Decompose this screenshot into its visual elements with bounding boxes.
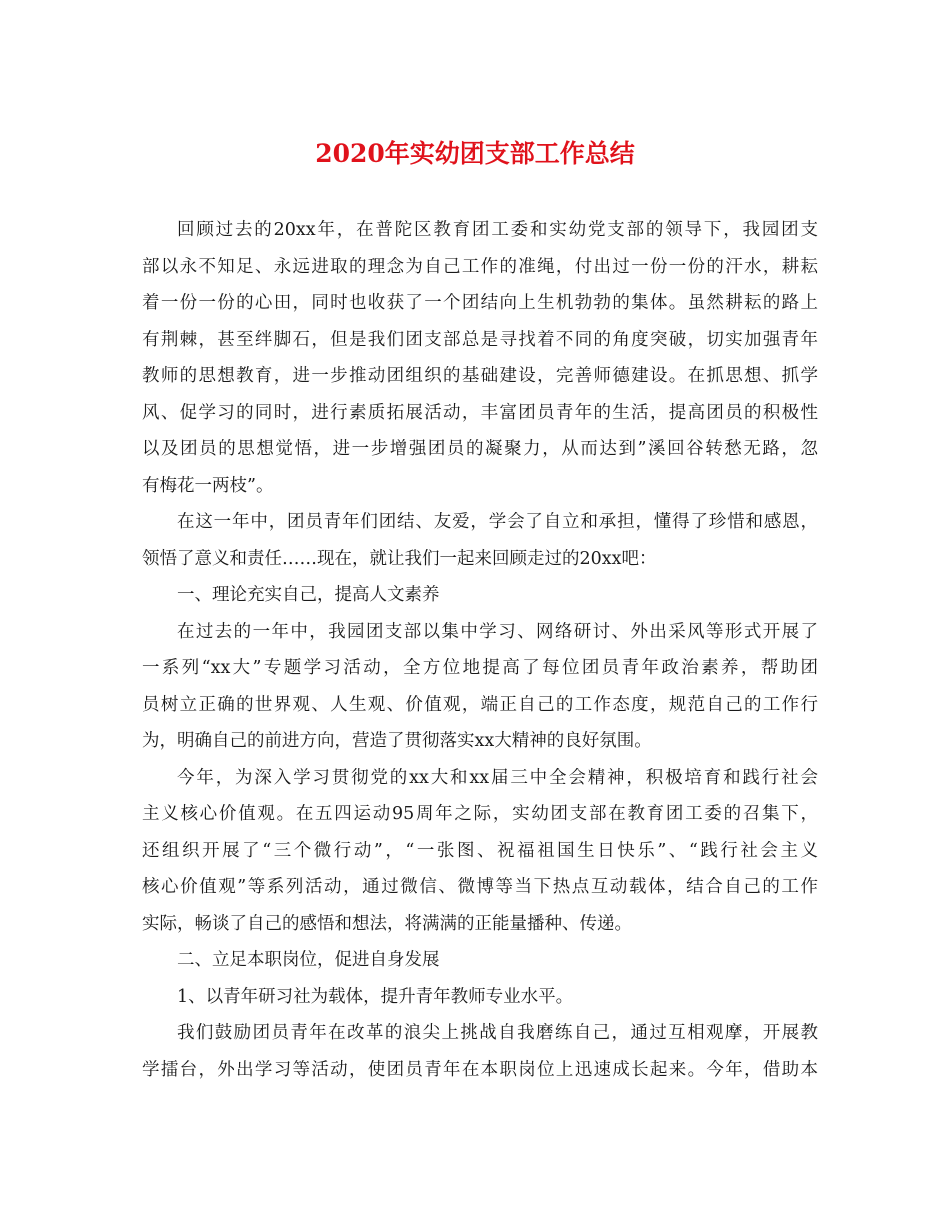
body-text-line: 着一份一份的心田，同时也收获了一个团结向上生机勃勃的集体。虽然耕耘的路上 [142,293,818,313]
body-text-line: 实际，畅谈了自己的感悟和想法，将满满的正能量播种、传递。 [142,913,632,934]
body-text-line: 二、立足本职岗位，促进自身发展 [177,950,440,970]
body-text-line: 为，明确自己的前进方向，营造了贯彻落实xx大精神的良好氛围。 [142,731,652,751]
body-text-line: 在过去的一年中，我园团支部以集中学习、网络研讨、外出采风等形式开展了 [177,621,818,642]
body-text-line: 在这一年中，团员青年们团结、友爱，学会了自立和承担，懂得了珍惜和感恩， [177,512,818,532]
body-text-line: 1、以青年研习社为载体，提升青年教师专业水平。 [177,986,574,1007]
body-text-line: 一系列“xx大”专题学习活动，全方位地提高了每位团员青年政治素养，帮助团 [142,658,818,678]
body-text-line: 风、促学习的同时，进行素质拓展活动，丰富团员青年的生活，提高团员的积极性 [142,402,818,423]
body-text-line: 以及团员的思想觉悟，进一步增强团员的凝聚力，从而达到”溪回谷转愁无路，忽 [142,439,818,459]
body-text-line: 有荆棘，甚至绊脚石，但是我们团支部总是寻找着不同的角度突破，切实加强青年 [142,329,818,350]
document-body [142,212,818,1088]
body-text-line: 学擂台，外出学习等活动，使团员青年在本职岗位上迅速成长起来。今年，借助本 [142,1059,818,1080]
body-text-line: 还组织开展了“三个微行动”，“一张图、祝福祖国生日快乐”、“践行社会主义 [142,840,818,861]
body-text-line: 领悟了意义和责任……现在，就让我们一起来回顾走过的20xx吧： [142,548,657,569]
body-text-line: 主义核心价值观。在五四运动95周年之际，实幼团支部在教育团工委的召集下， [142,804,818,824]
body-text-line: 教师的思想教育，进一步推动团组织的基础建设，完善师德建设。在抓思想、抓学 [142,366,818,386]
body-text-line: 部以永不知足、永远进取的理念为自己工作的准绳，付出过一份一份的汗水，耕耘 [142,256,818,277]
body-text-line: 我们鼓励团员青年在改革的浪尖上挑战自我磨练自己，通过互相观摩，开展教 [177,1023,818,1043]
body-text-line: 核心价值观”等系列活动，通过微信、微博等当下热点互动载体，结合自己的工作 [142,877,818,897]
body-text-line: 一、理论充实自己，提高人文素养 [177,585,440,605]
body-text-line: 员树立正确的世界观、人生观、价值观，端正自己的工作态度，规范自己的工作行 [142,694,818,715]
body-text-line: 有梅花一两枝”。 [142,475,274,496]
body-text-line: 今年，为深入学习贯彻党的xx大和xx届三中全会精神，积极培育和践行社会 [177,767,818,788]
document-title: 2020年实幼团支部工作总结 [315,139,635,168]
body-text-line: 回顾过去的20xx年，在普陀区教育团工委和实幼党支部的领导下，我园团支 [177,220,818,240]
